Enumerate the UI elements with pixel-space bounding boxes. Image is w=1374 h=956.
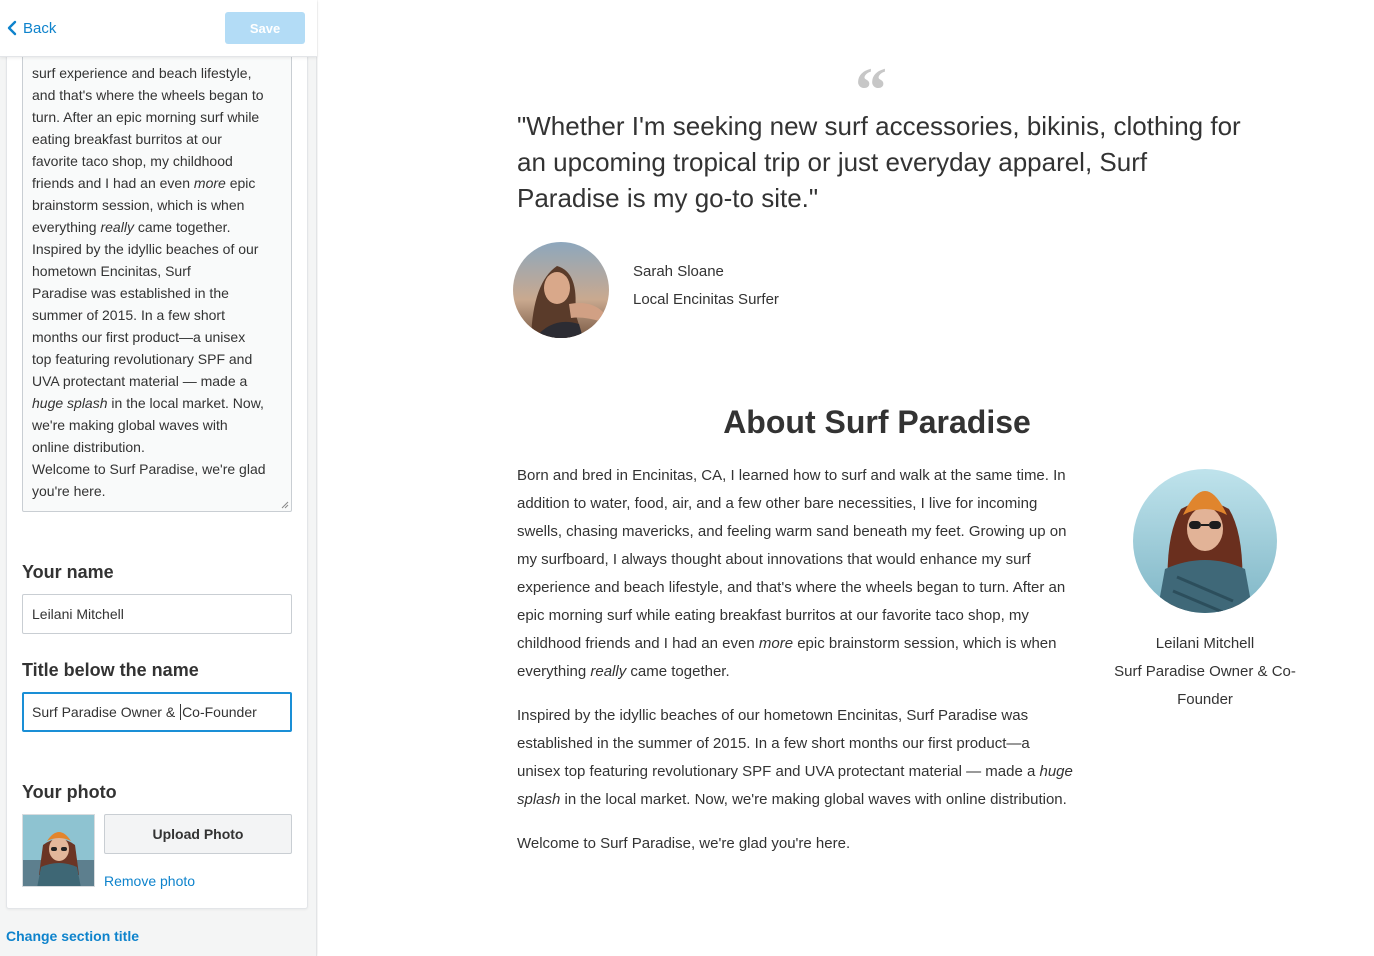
quote-mark-icon: “ <box>855 54 887 125</box>
bio-line: favorite taco shop, my childhood <box>32 153 233 169</box>
about-title: About Surf Paradise <box>723 404 1031 440</box>
back-button[interactable] <box>7 16 56 40</box>
title-input-text: Co-Founder <box>182 704 257 720</box>
about-paragraph: Inspired by the idyllic beaches of our hometown Encinitas, Surf Paradise was established in the summer of 2015. In a few short months our first product—a unisex top featuring revolutionary SPF and UVA protectant material — made a huge splash in the local market. Now, we're making global waves with online distribution. <box>517 707 1073 808</box>
upload-photo-button[interactable]: Upload Photo <box>104 814 292 854</box>
remove-photo-link[interactable]: Remove photo <box>104 873 196 889</box>
bio-line: top featuring revolutionary SPF and <box>32 351 253 367</box>
title-input-text: Surf Paradise Owner & <box>32 704 180 720</box>
title-label: Title below the name <box>22 660 199 680</box>
bio-line: you're here. <box>32 483 106 499</box>
bio-line: Inspired by the idyllic beaches of our <box>32 241 259 257</box>
about-paragraph: Welcome to Surf Paradise, we're glad you're here. <box>517 835 851 852</box>
bio-line: hometown Encinitas, Surf <box>32 263 191 279</box>
title-input[interactable] <box>22 692 292 732</box>
bio-line: Paradise was established in the <box>32 285 229 301</box>
sarah-photo-icon <box>513 242 609 338</box>
about-body <box>517 462 1073 874</box>
bio-line: Welcome to Surf Paradise, we're glad <box>32 461 266 477</box>
photo-thumbnail <box>22 814 95 887</box>
save-button[interactable]: Save <box>225 12 305 44</box>
owner-title: Founder <box>1177 691 1233 708</box>
owner-name: Leilani Mitchell <box>1155 635 1255 652</box>
testimonial-quote: "Whether I'm seeking new surf accessories, bikinis, clothing for an upcoming tropical trip or just everyday apparel, Surf Paradise is my go-to site." <box>517 111 1241 213</box>
bio-line: turn. After an epic morning surf while <box>32 109 260 125</box>
testimonial-role: Local Encinitas Surfer <box>633 291 779 308</box>
leilani-photo-icon <box>1133 469 1277 613</box>
testimonial-avatar <box>513 242 609 338</box>
change-section-title-link[interactable]: Change section title <box>6 928 140 944</box>
bio-line: summer of 2015. In a few short <box>32 307 225 323</box>
bio-line: everything really came together. <box>32 219 231 235</box>
bio-line: we're making global waves with <box>32 417 228 433</box>
owner-photo-icon <box>23 815 95 887</box>
bio-line: months our first product—a unisex <box>32 329 246 345</box>
editor-panel <box>0 0 317 956</box>
bio-line: UVA protectant material — made a <box>32 373 248 389</box>
about-paragraph: Born and bred in Encinitas, CA, I learned how to surf and walk at the same time. In addition to water, food, air, and a few other bare necessities, I live for incoming swells, chasing mavericks, and feeling warm sand beneath my feet. Growing up on my surfboard, I always thought about innovations that would enhance my surf experience and beach lifestyle, and that's where the wheels began to turn. After an epic morning surf while eating breakfast burritos at our favorite taco shop, my childhood friends and I had an even more epic brainstorm session, which is when everything really came together. <box>517 467 1067 680</box>
photo-label: Your photo <box>22 782 117 802</box>
back-label: Back <box>23 19 57 37</box>
bio-line: surf experience and beach lifestyle, <box>32 65 252 81</box>
owner-title: Surf Paradise Owner & Co- <box>1114 663 1296 680</box>
testimonial-name: Sarah Sloane <box>633 263 724 280</box>
name-input[interactable] <box>22 594 292 634</box>
editor-topbar <box>0 0 317 57</box>
text-caret <box>180 704 181 720</box>
owner-caption <box>1100 630 1310 714</box>
bio-textarea[interactable] <box>22 40 292 512</box>
bio-line: brainstorm session, which is when <box>32 197 245 213</box>
bio-line: online distribution. <box>32 439 145 455</box>
bio-line: eating breakfast burritos at our <box>32 131 222 147</box>
resize-grip-icon[interactable] <box>281 501 289 509</box>
bio-line: and that's where the wheels began to <box>32 87 264 103</box>
bio-line: huge splash in the local market. Now, <box>32 395 264 411</box>
chevron-left-icon <box>7 20 17 36</box>
name-label: Your name <box>22 562 114 582</box>
owner-avatar <box>1133 469 1277 613</box>
bio-line: friends and I had an even more epic <box>32 175 256 191</box>
